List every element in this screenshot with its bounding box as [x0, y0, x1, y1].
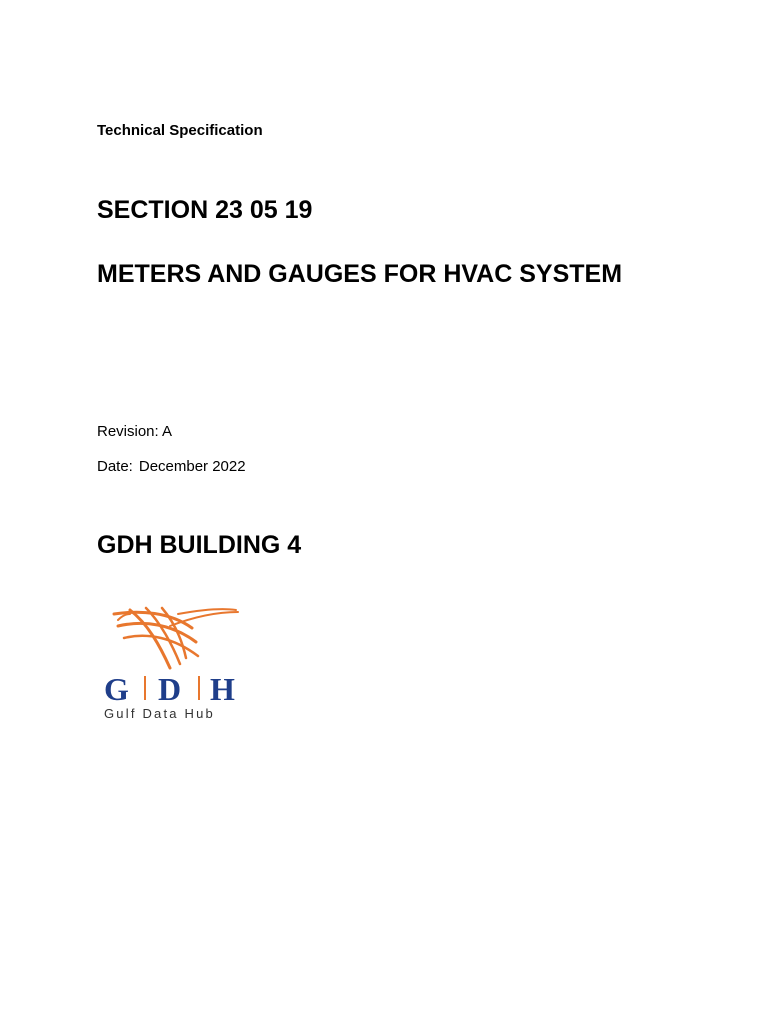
- logo-letter-g: G: [104, 671, 129, 707]
- project-title: GDH BUILDING 4: [97, 531, 302, 559]
- document-type-label: Technical Specification: [97, 122, 263, 139]
- revision-value: A: [162, 423, 173, 440]
- logo-swoosh-icon: [114, 608, 238, 668]
- date-value: December 2022: [138, 458, 246, 475]
- revision-line: [97, 423, 172, 441]
- date-line: [97, 458, 246, 476]
- logo-letter-h: H: [210, 671, 235, 707]
- logo-divider-2: [198, 676, 200, 700]
- gdh-logo: [100, 604, 250, 724]
- section-title: METERS AND GAUGES FOR HVAC SYSTEM: [97, 260, 623, 288]
- logo-divider-1: [144, 676, 146, 700]
- logo-tagline: Gulf Data Hub: [104, 706, 215, 721]
- date-label: Date:: [97, 458, 133, 475]
- gdh-logo-graphic: [100, 604, 250, 724]
- logo-letter-d: D: [158, 671, 182, 707]
- section-number: SECTION 23 05 19: [97, 196, 313, 224]
- revision-label: Revision:: [97, 423, 159, 440]
